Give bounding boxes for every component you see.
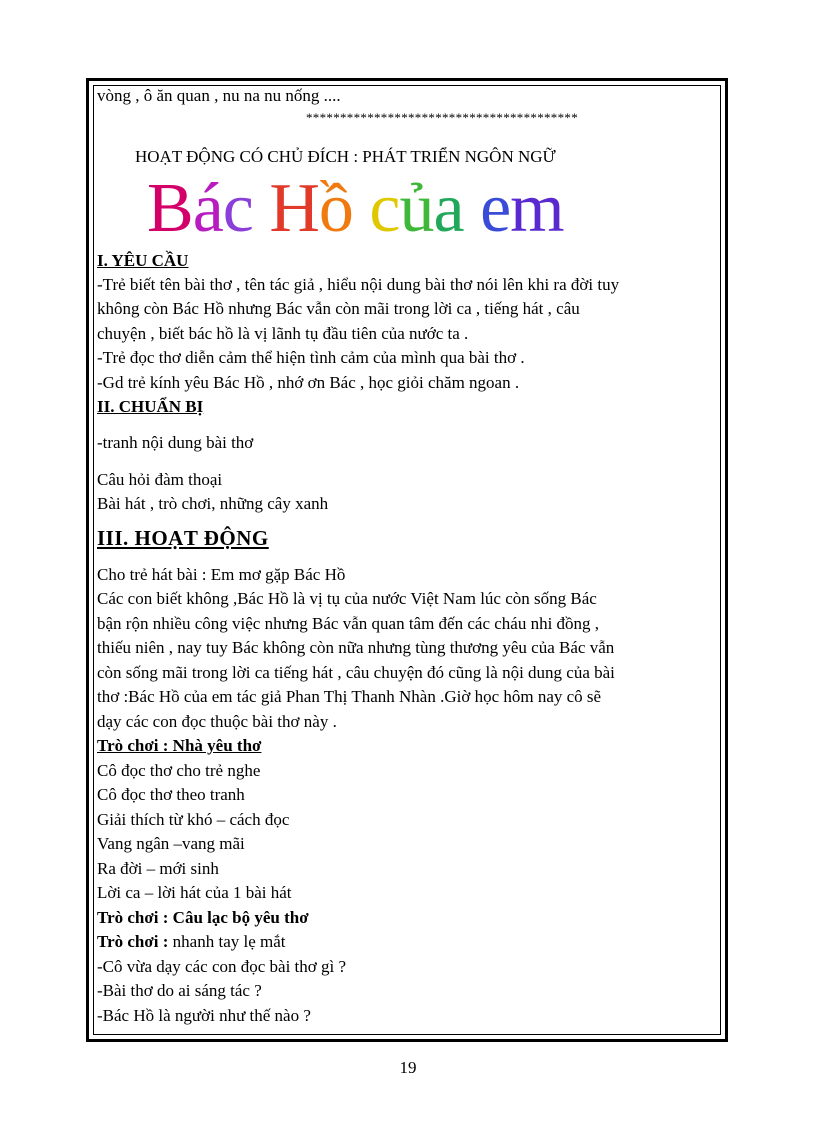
section1-line: -Trẻ đọc thơ diễn cảm thể hiện tình cảm của mình qua bài thơ .: [97, 348, 525, 367]
game-label: Trò chơi :: [97, 932, 169, 951]
activity-step: Vang ngân –vang mãi: [97, 834, 245, 853]
section2-heading: II. CHUẨN BỊ: [97, 397, 204, 416]
section1-line: chuyện , biết bác hồ là vị lãnh tụ đầu tiên của nước ta .: [97, 323, 469, 343]
question-line: -Cô vừa dạy các con đọc bài thơ gì ?: [97, 956, 347, 976]
title-letter: [464, 169, 481, 249]
section3-para-line: thiếu niên , nay tuy Bác không còn nữa nhưng tùng thương yêu của Bác vẫn: [97, 638, 615, 657]
title-letter: c: [222, 169, 253, 247]
section3-heading: III. HOẠT ĐỘNG: [97, 525, 269, 550]
section3-para-line: thơ :Bác Hồ của em tác giả Phan Thị Thanh Nhàn .Giờ học hôm nay cô sẽ: [97, 687, 602, 706]
game-heading: Trò chơi : Câu lạc bộ yêu thơ: [97, 907, 309, 927]
game-heading: Trò chơi : Nhà yêu thơ: [97, 736, 262, 755]
game-line: [97, 930, 721, 955]
spacer: [97, 456, 721, 468]
spacer: [97, 419, 721, 431]
title-letter: m: [510, 169, 564, 247]
section1-line: -Trẻ biết tên bài thơ , tên tác giả , hiểu nội dung bài thơ nói lên khi ra đời tuy: [97, 274, 620, 294]
game-name: nhanh tay lẹ mắt: [168, 932, 286, 951]
activity-step: Lời ca – lời hát của 1 bài hát: [97, 883, 292, 902]
question-line: -Bài thơ do ai sáng tác ?: [97, 981, 262, 1000]
section1-heading: I. YÊU CẦU: [97, 250, 189, 270]
intro-line: vòng , ô ăn quan , nu na nu nống ....: [97, 86, 341, 105]
title-letter: [253, 169, 270, 249]
title-letter: e: [480, 169, 511, 247]
section2-item: Câu hỏi đàm thoại: [97, 469, 223, 489]
question-line: -Bác Hồ là người như thế nào ?: [97, 1005, 311, 1025]
title-letter: ủ: [399, 169, 434, 247]
page-number: 19: [399, 1058, 417, 1077]
section1-line: không còn Bác Hồ nhưng Bác vẫn còn mãi trong lời ca , tiếng hát , câu: [97, 299, 580, 318]
document-body: [97, 84, 721, 1028]
title-letter: B: [147, 169, 193, 247]
section3-intro: Cho trẻ hát bài : Em mơ gặp Bác Hồ: [97, 564, 346, 584]
title-letter: ồ: [318, 169, 353, 247]
section2-item: -tranh nội dung bài thơ: [97, 433, 254, 452]
section1-line: -Gd trẻ kính yêu Bác Hồ , nhớ ơn Bác , học giỏi chăm ngoan .: [97, 372, 520, 392]
activity-step: Giải thích từ khó – cách đọc: [97, 809, 290, 829]
section2-item: Bài hát , trò chơi, những cây xanh: [97, 494, 329, 513]
title-letter: H: [269, 169, 319, 247]
poem-title: [147, 169, 721, 249]
title-letter: á: [192, 169, 223, 247]
section3-para-line: còn sống mãi trong lời ca tiếng hát , câu chuyện đó cũng là nội dung của bài: [97, 662, 615, 682]
title-letter: c: [369, 169, 400, 247]
section3-para-line: bận rộn nhiều công việc nhưng Bác vẫn quan tâm đến các cháu nhi đồng ,: [97, 613, 600, 633]
subject-heading: HOẠT ĐỘNG CÓ CHỦ ĐÍCH : PHÁT TRIỂN NGÔN NGỮ: [135, 146, 556, 166]
title-letter: a: [433, 169, 464, 247]
activity-step: Cô đọc thơ theo tranh: [97, 785, 245, 804]
section3-para-line: Các con biết không ,Bác Hồ là vị tụ của nước Việt Nam lúc còn sống Bác: [97, 589, 597, 608]
section3-para-line: dạy các con đọc thuộc bài thơ này .: [97, 711, 337, 731]
title-letter: [353, 169, 370, 249]
separator-stars: ****************************************: [306, 109, 578, 125]
activity-step: Cô đọc thơ cho trẻ nghe: [97, 760, 261, 780]
activity-step: Ra đời – mới sinh: [97, 858, 219, 878]
